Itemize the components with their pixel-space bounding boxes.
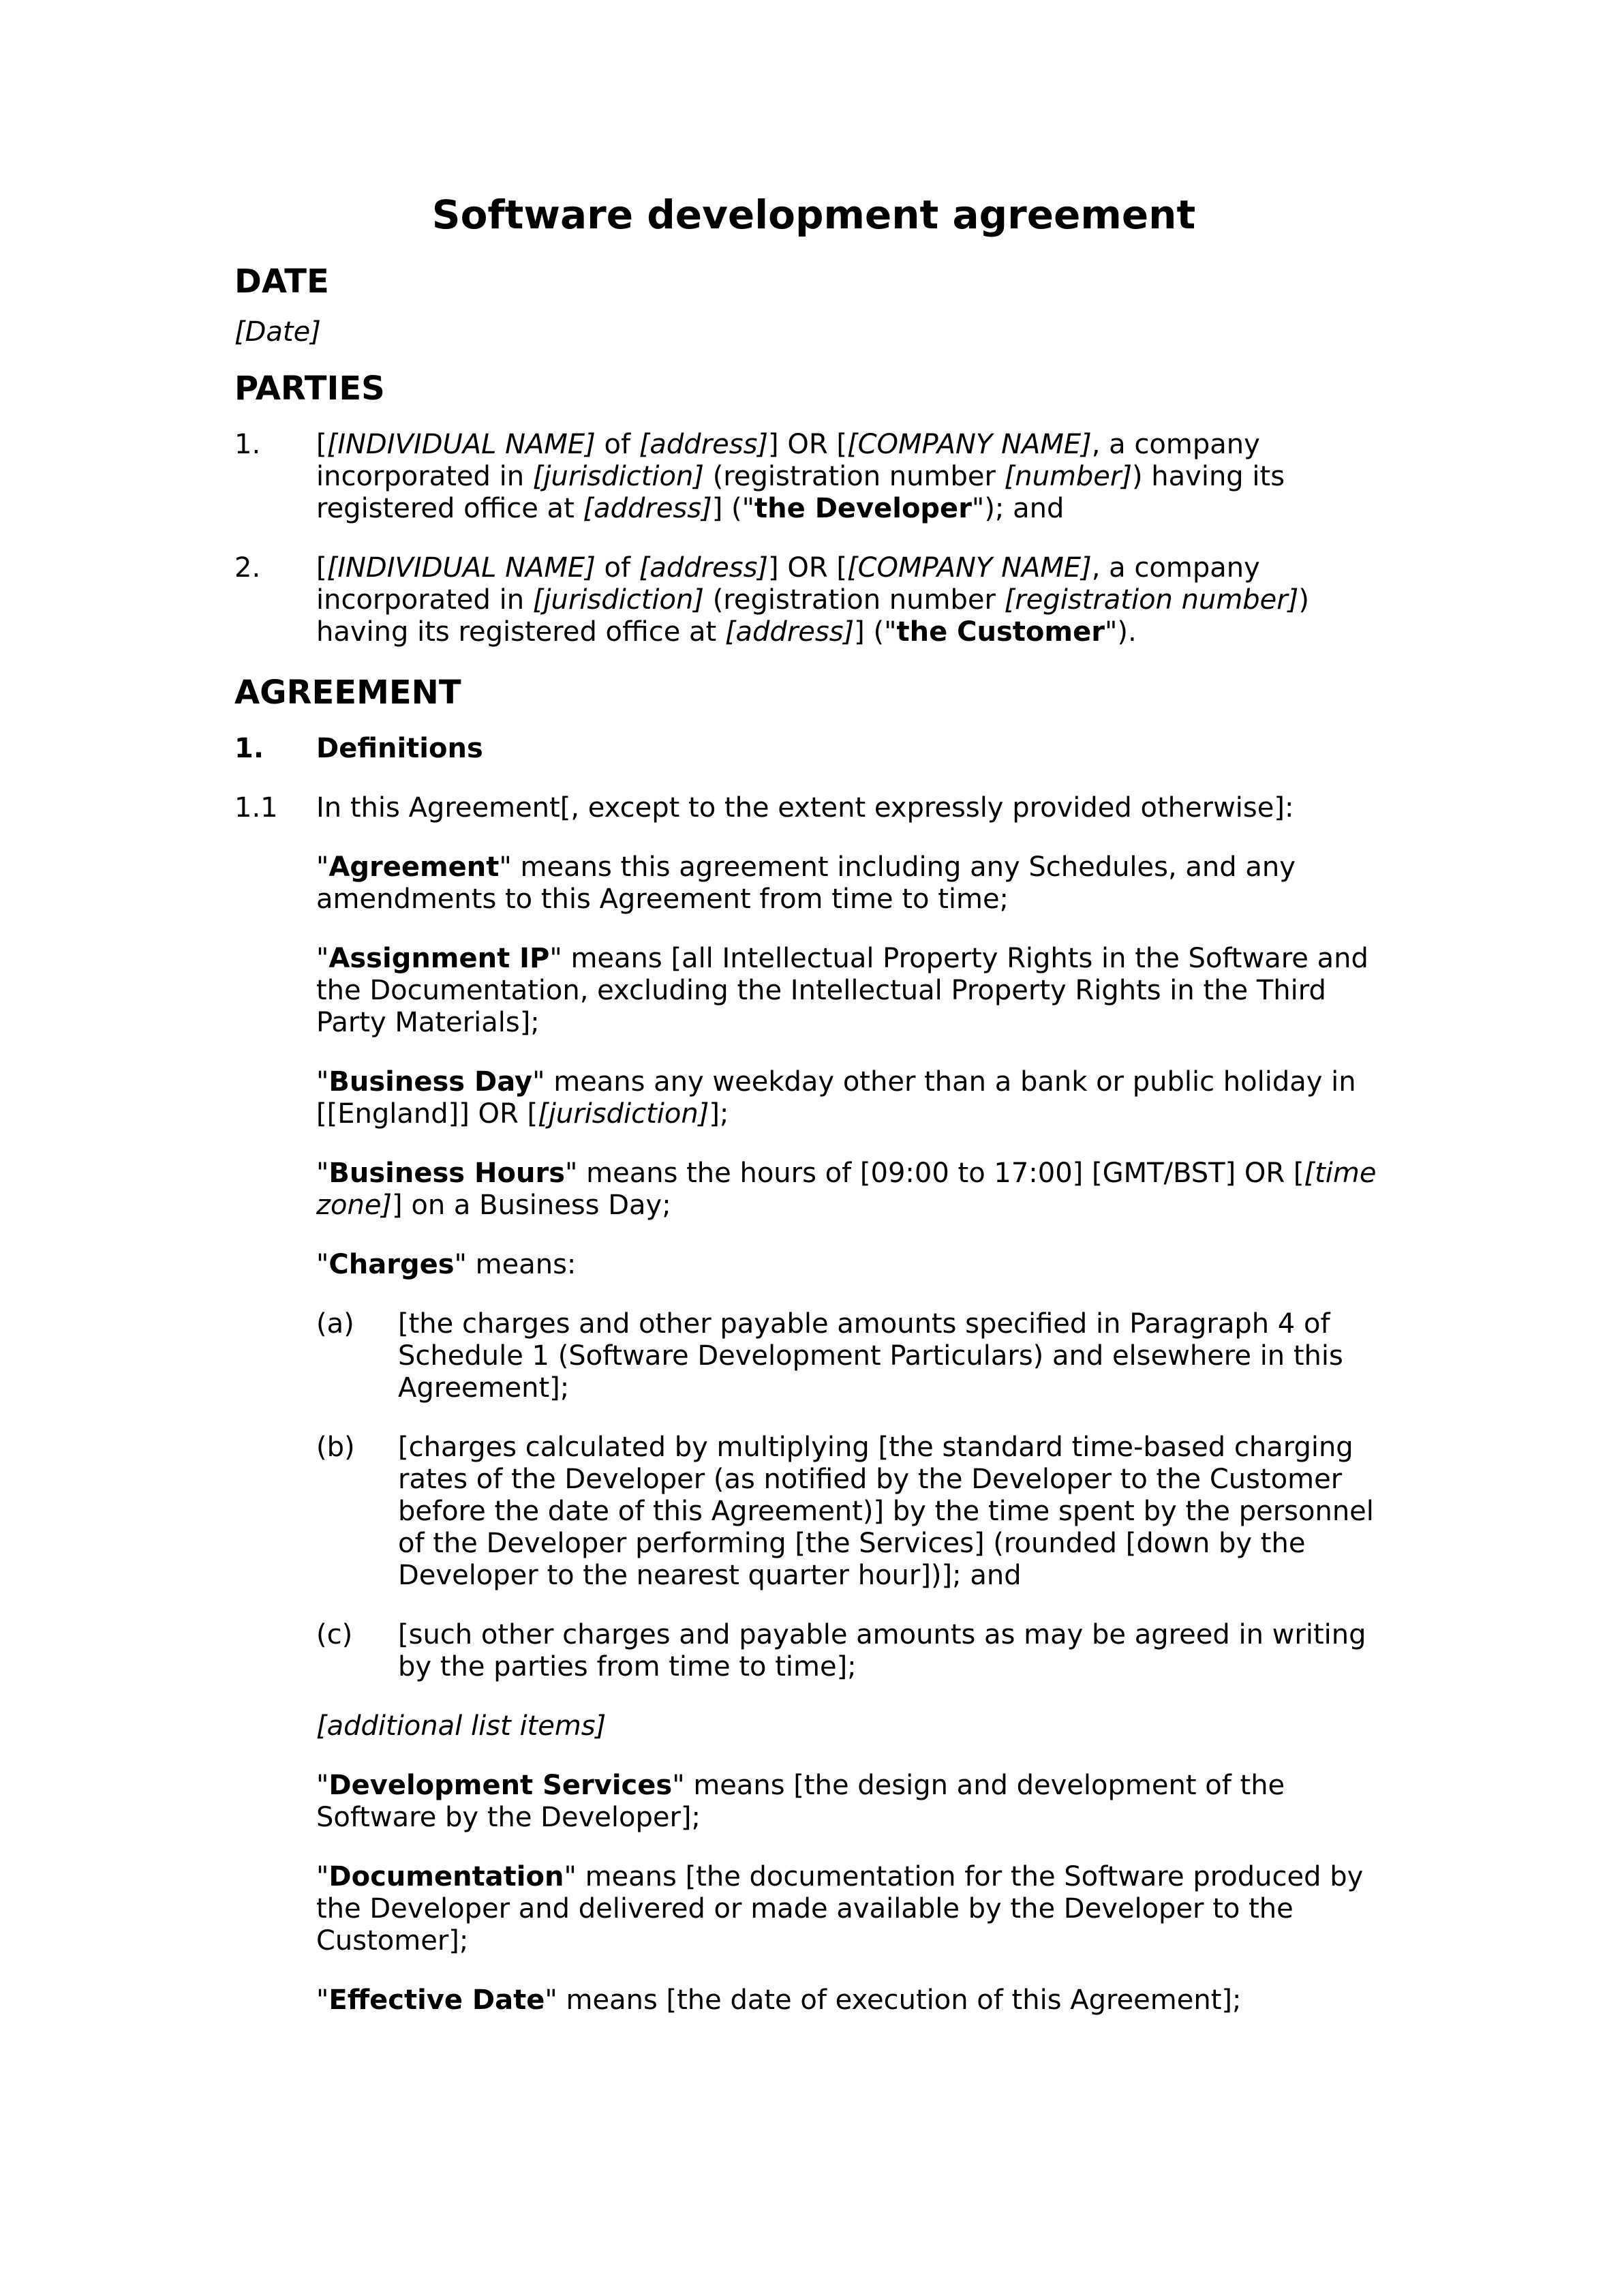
charges-item-b <box>234 1432 1393 1592</box>
definition-text: [jurisdiction] <box>538 1098 709 1130</box>
definition-text: ]; <box>709 1098 729 1130</box>
definition-text: " means [the design and development of the Software by the Developer]; <box>316 1770 1285 1833</box>
party-text: [COMPANY NAME] <box>846 552 1092 584</box>
definition-documentation <box>234 1861 1393 1957</box>
open-quote: " <box>316 1158 329 1189</box>
defined-term: Effective Date <box>328 1984 545 2016</box>
open-quote: " <box>316 1249 329 1280</box>
additional-list-items: [additional list items] <box>316 1710 607 1742</box>
party-text: (registration number <box>703 584 1005 616</box>
party-text: [number] <box>1004 461 1132 492</box>
definition-text: " means any weekday other than a bank or public holiday in [[England]] OR [ <box>316 1066 1356 1130</box>
party-text: (registration number <box>703 461 1005 492</box>
date-heading: DATE <box>234 262 329 301</box>
party-text: [registration number] <box>1004 584 1299 616</box>
party-text: of <box>595 429 639 460</box>
party-1 <box>234 429 1393 525</box>
defined-term: Assignment IP <box>328 943 550 974</box>
open-quote: " <box>316 1066 329 1098</box>
definition-effective-date <box>234 1984 1393 2016</box>
party-1-number: 1. <box>234 429 261 460</box>
definition-charges <box>234 1249 1393 1281</box>
list-label: (a) <box>316 1308 354 1340</box>
party-text: ] (" <box>854 616 897 648</box>
party-text: , a company incorporated in <box>316 552 1260 616</box>
clause-1-1 <box>234 792 1393 824</box>
section-1-heading <box>234 733 1393 765</box>
party-defined-term: the Developer <box>754 493 972 524</box>
definition-text: " means: <box>454 1249 577 1280</box>
clause-1-1-text: In this Agreement[, except to the extent expressly provided otherwise]: <box>316 792 1294 824</box>
definition-text: " means the hours of [09:00 to 17:00] [GMT/BST] OR [ <box>565 1158 1304 1189</box>
open-quote: " <box>316 1770 329 1801</box>
document-content <box>234 183 1393 2016</box>
open-quote: " <box>316 943 329 974</box>
party-text: [INDIVIDUAL NAME] <box>326 552 596 584</box>
open-quote: " <box>316 1984 329 2016</box>
list-item-text: [such other charges and payable amounts as may be agreed in writing by the parties from time to time]; <box>398 1619 1366 1682</box>
agreement-heading: AGREEMENT <box>234 674 461 712</box>
definition-text: " means [all Intellectual Property Rights in the Software and the Documentation, excluding the Intellectual Property Rights in the Third Party Materials]; <box>316 943 1368 1038</box>
party-text: [address] <box>724 616 855 648</box>
party-text: [ <box>316 429 327 460</box>
open-quote: " <box>316 851 329 883</box>
list-item-text: [the charges and other payable amounts specified in Paragraph 4 of Schedule 1 (Software Development Particulars) and elsewhere in this Agreement]; <box>398 1308 1343 1404</box>
section-1-title: Definitions <box>316 733 483 764</box>
section-1-number: 1. <box>234 733 264 764</box>
party-text: "); and <box>971 493 1065 524</box>
party-text: ) having its registered office at <box>316 461 1285 524</box>
party-text: [address] <box>639 552 769 584</box>
definition-business-day <box>234 1066 1393 1130</box>
definition-text: " means this agreement including any Schedules, and any amendments to this Agreement from time to time; <box>316 851 1296 915</box>
defined-term: Agreement <box>328 851 500 883</box>
definition-agreement <box>234 851 1393 916</box>
party-text: [address] <box>639 429 769 460</box>
party-text: of <box>595 552 639 584</box>
definition-text: [time zone] <box>316 1158 1377 1221</box>
party-2-number: 2. <box>234 552 261 584</box>
party-text: ] OR [ <box>768 429 847 460</box>
party-2 <box>234 552 1393 648</box>
list-label: (c) <box>316 1619 353 1650</box>
party-text: "). <box>1104 616 1137 648</box>
party-text: [jurisdiction] <box>532 461 704 492</box>
definition-text: " means [the documentation for the Software produced by the Developer and delivered or made available by the Developer to the Customer]; <box>316 1861 1364 1957</box>
defined-term: Development Services <box>328 1770 673 1801</box>
defined-term: Documentation <box>328 1861 564 1892</box>
party-text: [INDIVIDUAL NAME] <box>326 429 596 460</box>
open-quote: " <box>316 1861 329 1892</box>
party-text: [COMPANY NAME] <box>846 429 1092 460</box>
document-title: Software development agreement <box>431 192 1196 238</box>
charges-item-a <box>234 1308 1393 1404</box>
definition-text: " means [the date of execution of this Agreement]; <box>545 1984 1242 2016</box>
party-text: [address] <box>583 493 712 524</box>
definition-business-hours <box>234 1158 1393 1222</box>
party-text: [ <box>316 552 327 584</box>
party-text: ] (" <box>711 493 755 524</box>
parties-heading: PARTIES <box>234 369 385 408</box>
date-value: [Date] <box>234 316 321 348</box>
defined-term: Business Day <box>328 1066 533 1098</box>
definition-text: ] on a Business Day; <box>392 1190 671 1221</box>
clause-1-1-number: 1.1 <box>234 792 278 824</box>
list-item-text: [charges calculated by multiplying [the standard time-based charging rates of the Developer (as notified by the Developer to the Customer before the date of this Agreement)] by the time spent by the personnel of the Developer performing [the Services] (rounded [down by the Developer to the nearest quarter hour])]; and <box>398 1432 1374 1591</box>
party-defined-term: the Customer <box>896 616 1105 648</box>
list-label: (b) <box>316 1432 355 1463</box>
party-text: ) having its registered office at <box>316 584 1309 648</box>
party-text: [jurisdiction] <box>532 584 704 616</box>
definition-assignment-ip <box>234 943 1393 1039</box>
party-text: ] OR [ <box>768 552 847 584</box>
party-text: , a company incorporated in <box>316 429 1260 492</box>
charges-item-c <box>234 1619 1393 1683</box>
defined-term: Business Hours <box>328 1158 566 1189</box>
defined-term: Charges <box>328 1249 455 1280</box>
definition-development-services <box>234 1770 1393 1834</box>
